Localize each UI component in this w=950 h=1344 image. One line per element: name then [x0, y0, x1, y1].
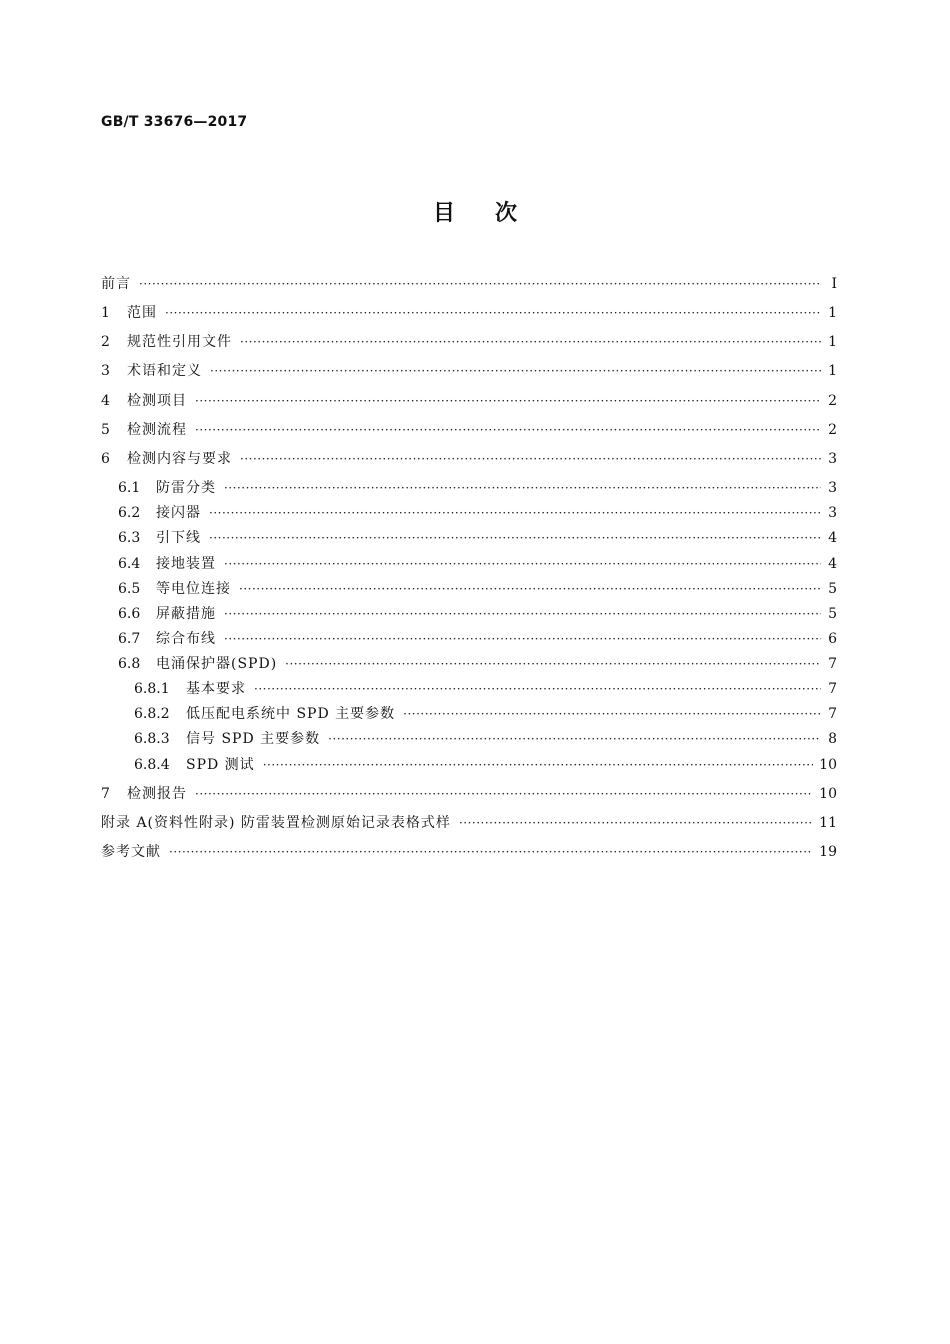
- toc-entry-6-3[interactable]: [118, 528, 837, 548]
- dot-leader: [285, 654, 821, 674]
- dot-leader: [209, 503, 821, 523]
- toc-entry-label: 防雷分类: [156, 480, 216, 496]
- toc-entry-number: 6.5: [118, 581, 141, 597]
- toc-entry-number: 6.8: [118, 656, 141, 672]
- toc-entry-bibliography[interactable]: [101, 842, 837, 862]
- toc-entry-label: 屏蔽措施: [156, 606, 216, 622]
- toc-entry-6-8[interactable]: [118, 654, 837, 674]
- toc-entry-page: 1: [828, 305, 837, 321]
- toc-entry-label: 检测内容与要求: [127, 451, 232, 467]
- toc-entry-label: 接地装置: [156, 556, 216, 572]
- toc-entry-1[interactable]: [101, 303, 837, 323]
- dot-leader: [224, 478, 821, 498]
- toc-entry-page: 11: [819, 815, 837, 831]
- toc-entry-label: 等电位连接: [156, 581, 231, 597]
- toc-entry-page: 7: [828, 681, 837, 697]
- toc-entry-6-7[interactable]: [118, 629, 837, 649]
- toc-entry-label: 参考文献: [101, 844, 161, 860]
- toc-entry-6-8-4[interactable]: [134, 755, 837, 775]
- dot-leader: [210, 361, 821, 381]
- toc-entry-page: 4: [828, 556, 837, 572]
- toc-entry-label: 前言: [101, 276, 131, 292]
- toc-entry-3[interactable]: [101, 361, 837, 381]
- toc-entry-page: 10: [819, 757, 837, 773]
- toc-entry-label: 低压配电系统中 SPD 主要参数: [186, 706, 396, 722]
- toc-entry-label: 综合布线: [156, 631, 216, 647]
- toc-entry-4[interactable]: [101, 391, 837, 411]
- toc-entry-page: 1: [828, 363, 837, 379]
- toc-entry-6-8-2[interactable]: [134, 704, 837, 724]
- toc-entry-number: 6.7: [118, 631, 141, 647]
- toc-entry-number: 7: [101, 786, 110, 802]
- toc-entry-number: 6.8.4: [134, 757, 170, 773]
- toc-entry-6-8-3[interactable]: [134, 729, 837, 749]
- toc-entry-number: 6.8.1: [134, 681, 170, 697]
- toc-entry-foreword[interactable]: [101, 274, 837, 294]
- dot-leader: [165, 303, 821, 323]
- toc-entry-number: 6.4: [118, 556, 141, 572]
- dot-leader: [328, 729, 821, 749]
- toc-entry-label: 检测报告: [127, 786, 187, 802]
- toc-entry-number: 4: [101, 393, 110, 409]
- toc-entry-label: 信号 SPD 主要参数: [186, 731, 321, 747]
- toc-entry-label: 基本要求: [186, 681, 246, 697]
- dot-leader: [195, 391, 821, 411]
- toc-entry-page: 8: [828, 731, 837, 747]
- toc-entry-label: 检测流程: [127, 422, 187, 438]
- toc-entry-page: 4: [828, 530, 837, 546]
- toc-entry-6-6[interactable]: [118, 604, 837, 624]
- toc-entry-number: 6.6: [118, 606, 141, 622]
- dot-leader: [195, 420, 821, 440]
- dot-leader: [263, 755, 813, 775]
- dot-leader: [224, 554, 821, 574]
- toc-entry-number: 1: [101, 305, 110, 321]
- toc-entry-5[interactable]: [101, 420, 837, 440]
- toc-entry-number: 6.3: [118, 530, 141, 546]
- toc-entry-6[interactable]: [101, 449, 837, 469]
- toc-entry-label: 范围: [127, 305, 157, 321]
- toc-entry-label: 电涌保护器(SPD): [156, 656, 278, 672]
- toc-entry-page: 6: [828, 631, 837, 647]
- standard-code: GB/T 33676—2017: [101, 114, 248, 130]
- dot-leader: [224, 604, 821, 624]
- toc-entry-page: 2: [828, 422, 837, 438]
- toc-entry-label: 接闪器: [156, 505, 201, 521]
- toc-entry-label: SPD 测试: [186, 757, 255, 773]
- toc-entry-label: 规范性引用文件: [127, 334, 232, 350]
- toc-entry-page: 3: [828, 480, 837, 496]
- dot-leader: [240, 332, 821, 352]
- toc-entry-appendix-a[interactable]: [101, 813, 837, 833]
- dot-leader: [195, 784, 813, 804]
- dot-leader: [239, 579, 821, 599]
- toc-entry-number: 6.1: [118, 480, 141, 496]
- dot-leader: [209, 528, 821, 548]
- toc-entry-6-1[interactable]: [118, 478, 837, 498]
- toc-entry-label: 术语和定义: [127, 363, 202, 379]
- dot-leader: [403, 704, 821, 724]
- toc-entry-number: 6: [101, 451, 110, 467]
- dot-leader: [240, 449, 821, 469]
- toc-entry-page: 3: [828, 451, 837, 467]
- toc-entry-6-4[interactable]: [118, 554, 837, 574]
- toc-entry-7[interactable]: [101, 784, 837, 804]
- toc-title: 目次: [432, 201, 557, 226]
- toc-entry-6-5[interactable]: [118, 579, 837, 599]
- toc-entry-2[interactable]: [101, 332, 837, 352]
- toc-entry-number: 6.2: [118, 505, 141, 521]
- toc-entry-page: 5: [828, 581, 837, 597]
- toc-entry-number: 2: [101, 334, 110, 350]
- toc-entry-page: 7: [828, 706, 837, 722]
- toc-entry-label: 引下线: [156, 530, 201, 546]
- toc-entry-number: 3: [101, 363, 110, 379]
- toc-entry-label: 附录 A(资料性附录) 防雷装置检测原始记录表格式样: [101, 815, 451, 831]
- toc-entry-number: 6.8.3: [134, 731, 170, 747]
- toc-entry-page: 10: [819, 786, 837, 802]
- toc-entry-page: 19: [819, 844, 837, 860]
- toc-entry-page: 1: [828, 334, 837, 350]
- dot-leader: [139, 274, 821, 294]
- toc-entry-label: 检测项目: [127, 393, 187, 409]
- dot-leader: [254, 679, 821, 699]
- toc-entry-6-2[interactable]: [118, 503, 837, 523]
- toc-entry-number: 6.8.2: [134, 706, 170, 722]
- toc-entry-page: 7: [828, 656, 837, 672]
- toc-entry-6-8-1[interactable]: [134, 679, 837, 699]
- toc-entry-page: 3: [828, 505, 837, 521]
- toc-entry-page: I: [831, 276, 837, 292]
- toc-entry-number: 5: [101, 422, 110, 438]
- dot-leader: [169, 842, 813, 862]
- dot-leader: [459, 813, 813, 833]
- toc-entry-page: 2: [828, 393, 837, 409]
- dot-leader: [224, 629, 821, 649]
- toc-entry-page: 5: [828, 606, 837, 622]
